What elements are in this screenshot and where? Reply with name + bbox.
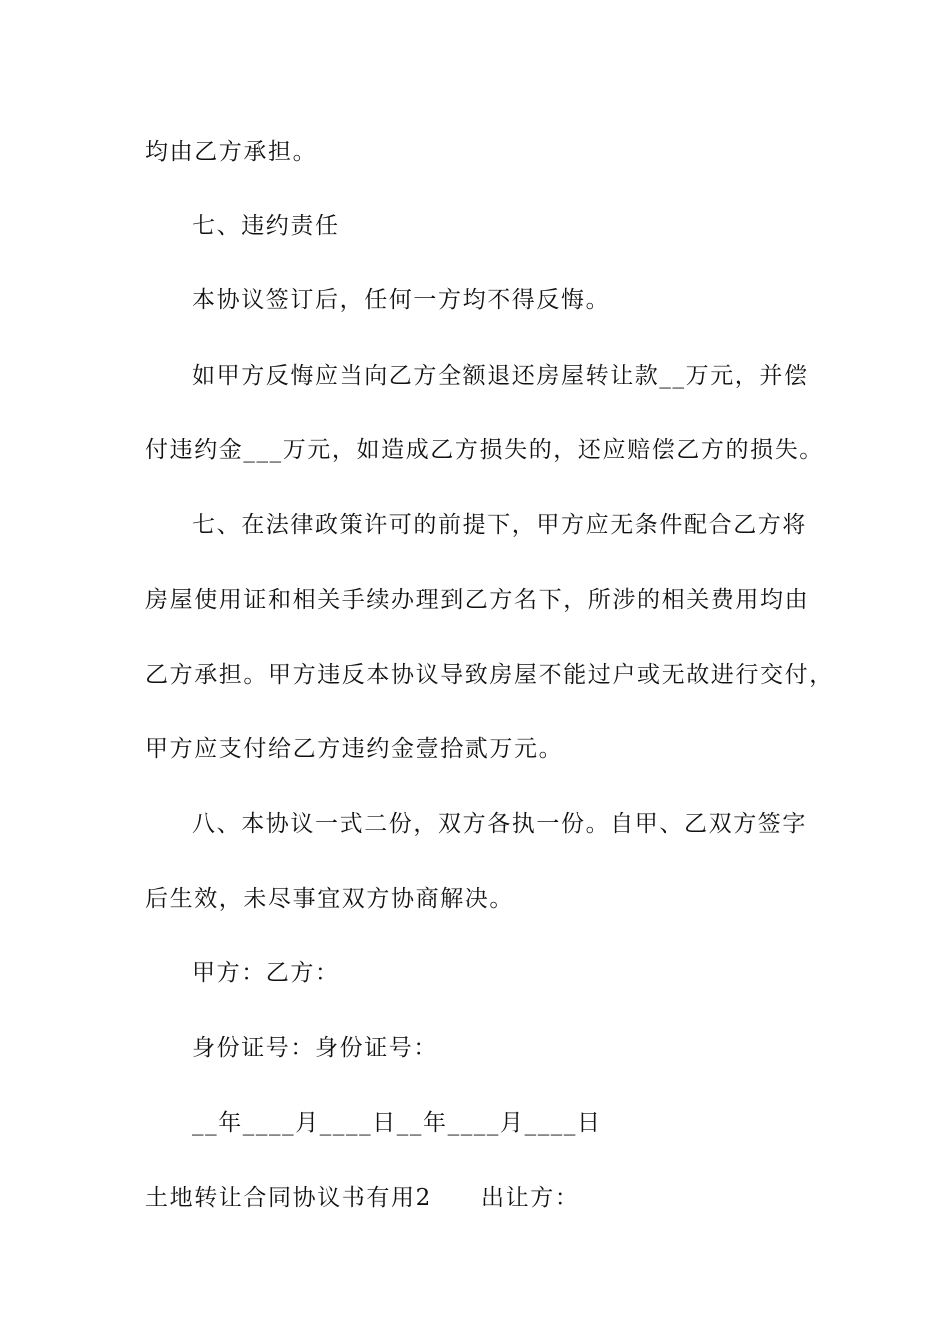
paragraph-line: 均由乙方承担。 bbox=[145, 139, 318, 165]
date-fields: __年____月____日__年____月____日 bbox=[192, 1110, 602, 1136]
id-number-fields: 身份证号：身份证号： bbox=[192, 1035, 438, 1061]
paragraph-line: 七、在法律政策许可的前提下，甲方应无条件配合乙方将 bbox=[192, 512, 807, 538]
paragraph-line: 乙方承担。甲方违反本协议导致房屋不能过户或无故进行交付， bbox=[145, 662, 834, 688]
paragraph-line: 后生效，未尽事宜双方协商解决。 bbox=[145, 886, 514, 912]
signature-parties: 甲方：乙方： bbox=[192, 960, 340, 986]
paragraph-line: 房屋使用证和相关手续办理到乙方名下，所涉的相关费用均由 bbox=[145, 587, 810, 613]
paragraph-line: 本协议签订后，任何一方均不得反悔。 bbox=[192, 287, 611, 313]
paragraph-line: 付违约金___万元，如造成乙方损失的，还应赔偿乙方的损失。 bbox=[145, 437, 824, 463]
paragraph-line: 如甲方反悔应当向乙方全额退还房屋转让款__万元，并偿 bbox=[192, 363, 809, 389]
next-document-title: 土地转让合同协议书有用2 出让方： bbox=[145, 1185, 580, 1211]
paragraph-line: 八、本协议一式二份，双方各执一份。自甲、乙双方签字 bbox=[192, 811, 807, 837]
paragraph-line: 甲方应支付给乙方违约金壹拾贰万元。 bbox=[145, 736, 564, 762]
section-heading: 七、违约责任 bbox=[192, 213, 340, 239]
